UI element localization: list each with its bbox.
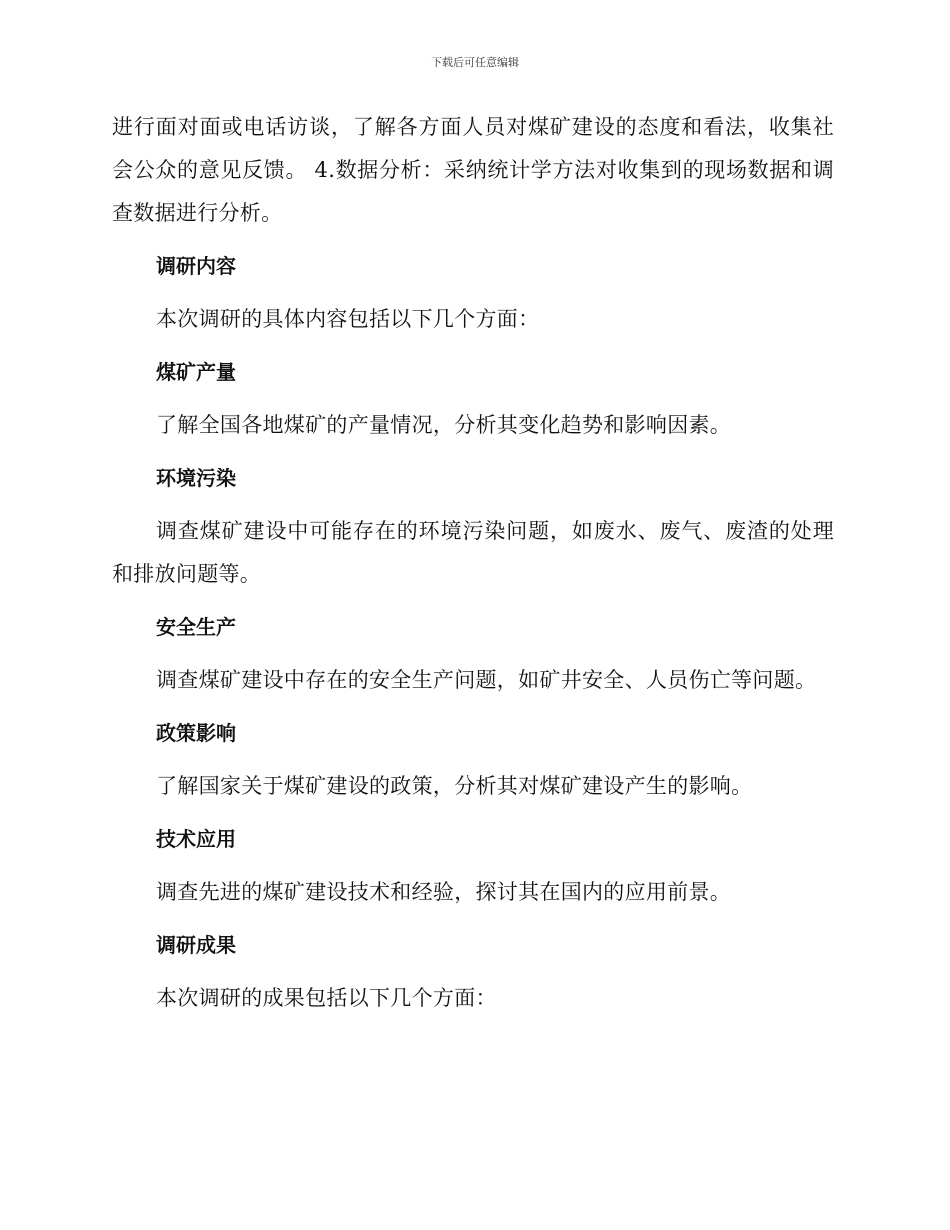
- heading-coal-output: 煤矿产量: [156, 360, 236, 384]
- paragraph-results-intro: 本次调研的成果包括以下几个方面：: [156, 986, 497, 1010]
- document-body: [112, 106, 834, 1020]
- heading-research-results: 调研成果: [156, 933, 236, 957]
- heading-policy-impact: 政策影响: [156, 721, 236, 745]
- paragraph-content-intro: 本次调研的具体内容包括以下几个方面：: [156, 307, 540, 331]
- heading-technology-application: 技术应用: [156, 827, 236, 851]
- paragraph-environmental-pollution: 调查煤矿建设中可能存在的环境污染问题，如废水、废气、废渣的处理和排放问题等。: [112, 519, 834, 586]
- paragraph-safety-production: 调查煤矿建设中存在的安全生产问题，如矿井安全、人员伤亡等问题。: [156, 668, 817, 692]
- heading-environmental-pollution: 环境污染: [156, 466, 236, 490]
- paragraph-technology-application: 调查先进的煤矿建设技术和经验，探讨其在国内的应用前景。: [156, 880, 732, 904]
- paragraph-interview-analysis: 进行面对面或电话访谈，了解各方面人员对煤矿建设的态度和看法，收集社会公众的意见反馈。 4.数据分析：采纳统计学方法对收集到的现场数据和调查数据进行分析。: [112, 115, 834, 225]
- paragraph-policy-impact: 了解国家关于煤矿建设的政策，分析其对煤矿建设产生的影响。: [156, 774, 753, 798]
- paragraph-coal-output: 了解全国各地煤矿的产量情况，分析其变化趋势和影响因素。: [156, 413, 732, 437]
- heading-safety-production: 安全生产: [156, 615, 236, 639]
- heading-research-content: 调研内容: [156, 254, 236, 278]
- page-header: 下载后可任意编辑: [431, 56, 519, 69]
